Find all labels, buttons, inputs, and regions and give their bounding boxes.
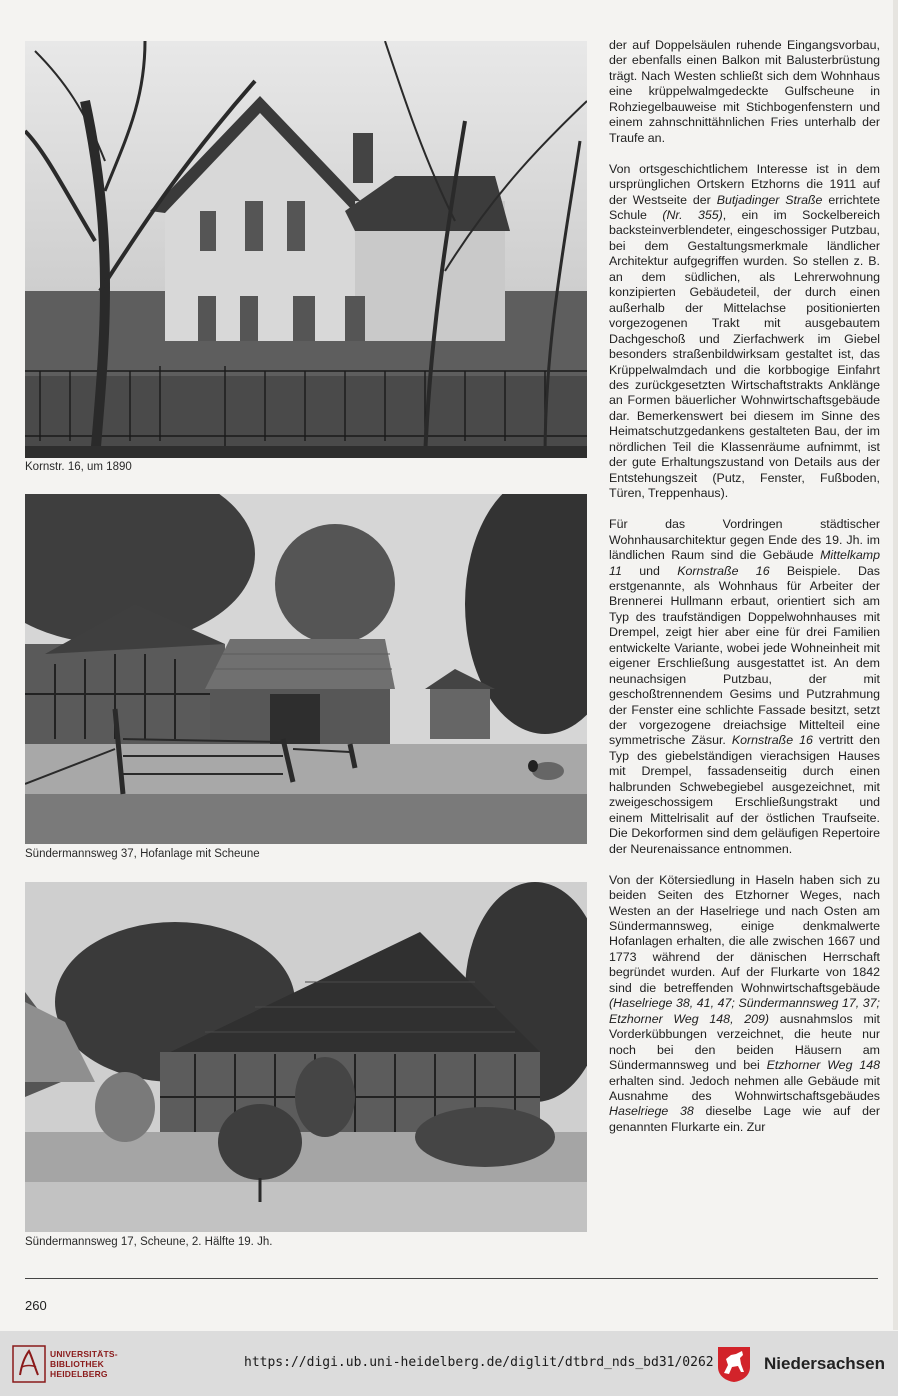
- state-name: Niedersachsen: [764, 1354, 885, 1373]
- niedersachsen-logo-link[interactable]: [716, 1343, 896, 1385]
- paragraph: der auf Doppelsäulen ruhende Eingangsvorbau, der ebenfalls einen Balkon mit Balusterbrüstung trägt. Nach Westen schließt sich dem Wohnhaus eine krüppelwalmgedeckte Gulfscheune in Rohziegelbauweise mit Stichbogenfenstern und einem zahnschnittähnlichen Fries unterhalb der Traufe an.: [609, 38, 880, 145]
- photo-kornstrasse-16: [25, 41, 587, 458]
- photo-caption: Sündermannsweg 17, Scheune, 2. Hälfte 19. Jh.: [25, 1236, 273, 1248]
- page-number: 260: [25, 1298, 47, 1313]
- photo-caption: Sündermannsweg 37, Hofanlage mit Scheune: [25, 848, 260, 860]
- photo-caption: Kornstr. 16, um 1890: [25, 461, 132, 473]
- library-name: UNIVERSITÄTS- BIBLIOTHEK HEIDELBERG: [50, 1349, 118, 1379]
- page-edge: [893, 0, 898, 1330]
- paragraph: Für das Vordringen städtischer Wohnhausarchitektur gegen Ende des 19. Jh. im ländlichen Raum sind die Gebäude Mittelkamp 11 und Kornstraße 16 Beispiele. Das erstgenannte, als Wohnhaus für Arbeiter der Brennerei Hullmann erbaut, orientiert sich am Typ des traufständigen Doppelwohnhauses mit Drempel, zeigt hier aber eine für drei Familien entwickelte Variante, wobei jede Wohneinheit mit eigener Erschließung ausgestattet ist. An dem neunachsigen Putzbau, der mit geschoßtrennendem Gesims und Putzrahmung der Fenster eine schlichte Fassade besitzt, setzt der vorgezogene dreiachsige Mittelteil eine symmetrische Zäsur. Kornstraße 16 vertritt den Typ des giebelständigen vierachsigen Hauses mit Drempel, fassadenseitig durch einen halbrunden Schwebegiebel ausgezeichnet, mit zweigeschossigem Erschließungstrakt und einem Mittelrisalit auf der östlichen Traufseite. Die Dekorformen sind dem geläufigen Repertoire der Neurenaissance entnommen.: [609, 517, 880, 856]
- footer-bar: [0, 1331, 898, 1396]
- library-logo-link[interactable]: [12, 1345, 122, 1383]
- text-column: [609, 38, 880, 1151]
- photo-suendermannsweg-37: [25, 494, 587, 844]
- source-url-link[interactable]: https://digi.ub.uni-heidelberg.de/diglit/dtbrd_nds_bd31/0262: [244, 1355, 714, 1370]
- photo-suendermannsweg-17: [25, 882, 587, 1232]
- horse-crest-icon: [716, 1345, 752, 1383]
- footer-rule: [25, 1278, 878, 1279]
- paragraph: Von ortsgeschichtlichem Interesse ist in dem ursprünglichen Ortskern Etzhorns die 1911 auf der Westseite der Butjadinger Straße errichtete Schule (Nr. 355), ein im Sockelbereich backsteinverblendeter, eingeschossiger Putzbau, bei dem Gestaltungsmerkmale ländlicher Architektur aufgegriffen wurden. So stellen z. B. an dem südlichen, als Lehrerwohnung konzipierten Gebäudeteil, der durch einen außerhalb der Mittelachse positionierten vorgezogenen Trakt mit ausgebautem Dachgeschoß und Zierfachwerk im Giebel besonders straßenbildwirksam gestaltet ist, das Krüppelwalmdach und die korbbogige Einfahrt des zurückgesetzten Wirtschaftstrakts Anklänge an Formen bäuerlicher Wohnwirtschaftsgebäude dar. Bemerkenswert bei diesem im Sinne des Heimatschutzgedankens gestalteten Bau, der im nördlichen Teil die Klassenräume aufnimmt, ist der gute Erhaltungszustand von Details aus der Entstehungszeit (Putz, Fenster, Fußboden, Türen, Treppenhaus).: [609, 161, 880, 501]
- library-seal-icon: [12, 1345, 46, 1383]
- paragraph: Von der Kötersiedlung in Haseln haben sich zu beiden Seiten des Etzhorner Weges, nach Westen an der Haselriege und nach Osten am Sündermannsweg, einige denkmalwerte Hofanlagen erhalten, die alle zwischen 1667 und 1773 während der dänischen Herrschaft begründet wurden. Auf der Flurkarte von 1842 sind die betreffenden Wohnwirtschaftsgebäude (Haselriege 38, 41, 47; Sündermannsweg 17, 37; Etzhorner Weg 148, 209) ausnahmslos mit Vorderkübbungen verzeichnet, die heute nur noch bei den beiden Häusern am Sündermannsweg und bei Etzhorner Weg 148 erhalten sind. Jedoch nehmen alle Gebäude mit Ausnahme des Wohnwirtschaftsgebäudes Haselriege 38 dieselbe Lage wie auf der genannten Flurkarte ein. Zur: [609, 872, 880, 1134]
